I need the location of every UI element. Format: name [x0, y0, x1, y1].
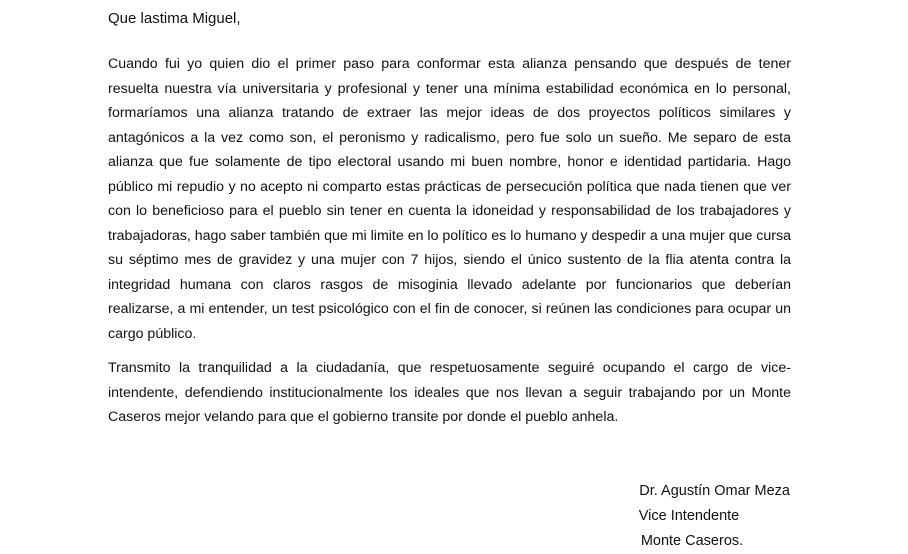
signature-place: Monte Caseros.: [640, 533, 744, 549]
signature-title: Vice Intendente: [638, 508, 740, 524]
signature-name: Dr. Agustín Omar Meza: [639, 483, 790, 499]
letter-paragraph-2: Transmito la tranquilidad a la ciudadanía, que respetuosamente seguiré ocupando el cargo de vice-intendente, defendiendo institucionalmente los ideales que nos llevan a seguir trabajando por un Monte Caseros mejor velando para que el gobierno transite por donde el pueblo anhela.: [108, 360, 791, 425]
letter-greeting: Que lastima Miguel,: [108, 10, 241, 27]
letter-paragraph-1: Cuando fui yo quien dio el primer paso para conformar esta alianza pensando que después de tener resuelta nuestra vía universitaria y profesional y tener una mínima estabilidad económica en lo personal, formaríamos una alianza tratando de extraer las mejor ideas de dos proyectos políticos similares y antagónicos a la vez como son, el peronismo y radicalismo, pero fue solo un sueño. Me separo de esta alianza que fue solamente de tipo electoral usando mi buen nombre, honor e identidad partidaria. Hago público mi repudio y no acepto ni comparto estas prácticas de persecución política que nada tienen que ver con lo beneficioso para el pueblo sin tener en cuenta la idoneidad y responsabilidad de los trabajadores y trabajadoras, hago saber también que mi limite en lo político es lo humano y despedir a una mujer que cursa su séptimo mes de gravidez y una mujer con 7 hijos, siendo el único sustento de la flia atenta contra la integridad humana con claros rasgos de misoginia llevado adelante por funcionarios que deberían realizarse, a mi entender, un test psicológico con el fin de conocer, si reúnen las condiciones para ocupar un cargo público.: [108, 56, 791, 342]
signature-block: [530, 479, 790, 554]
